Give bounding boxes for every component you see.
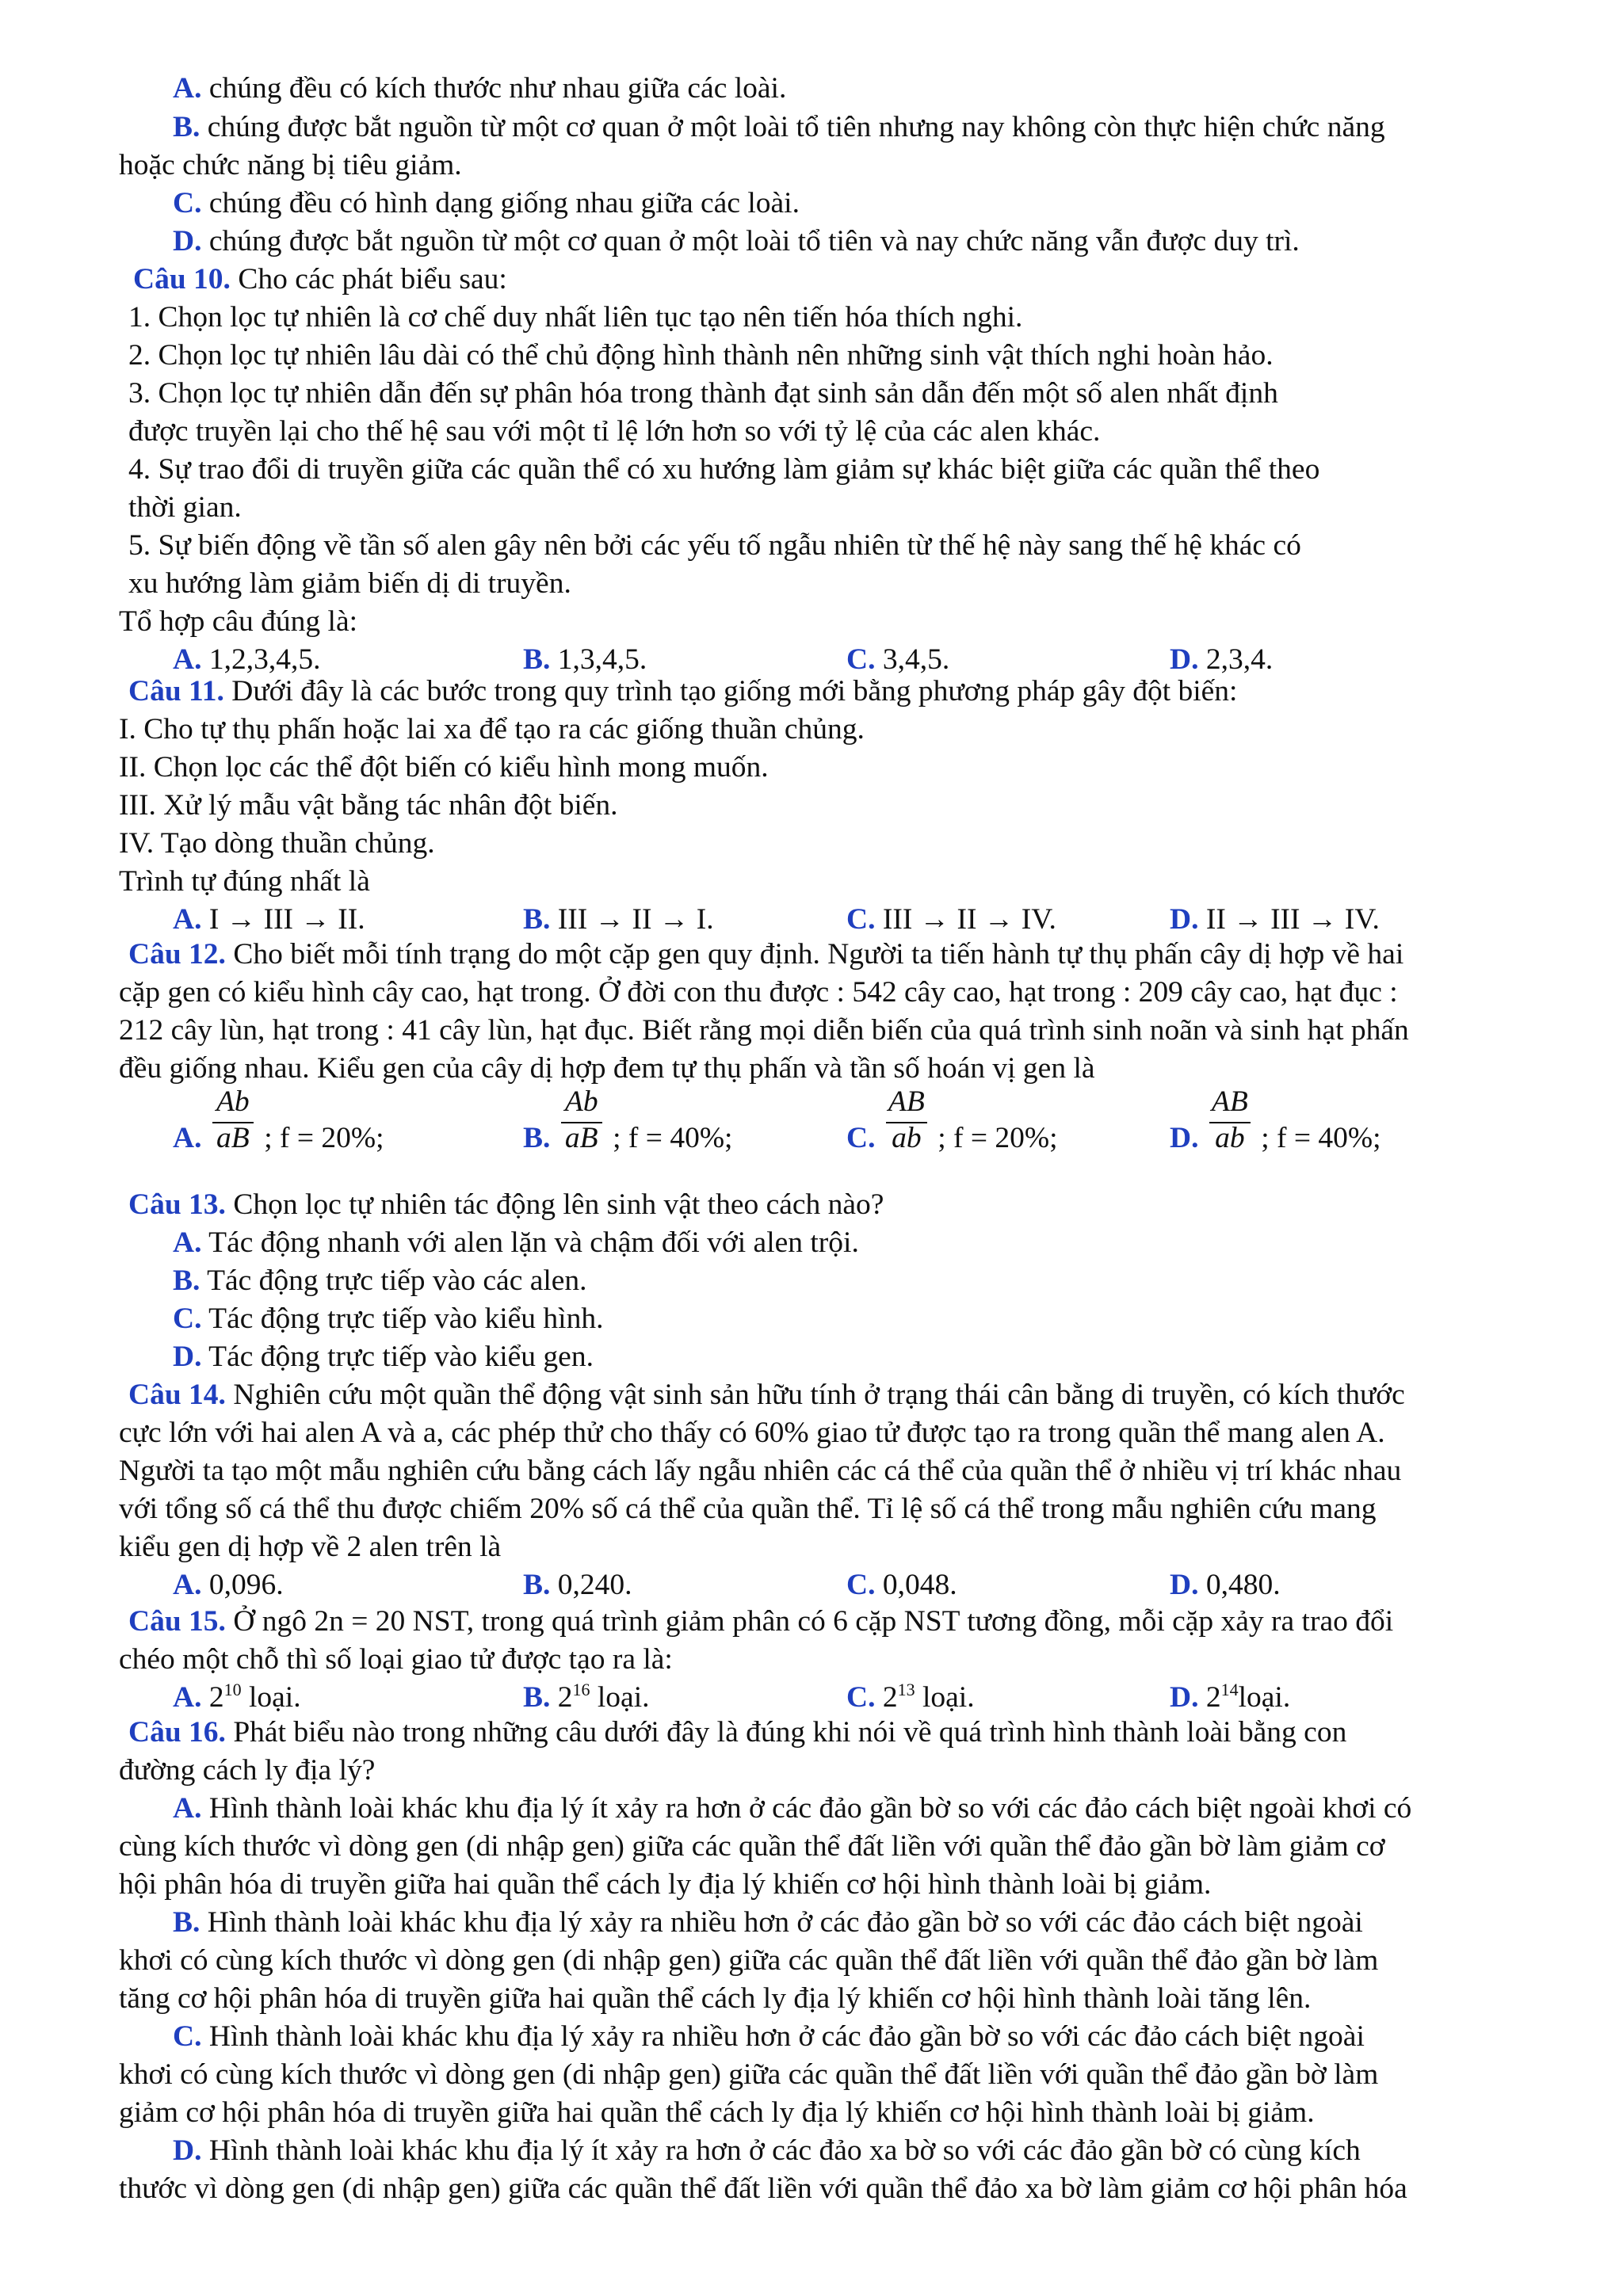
q11-step: I. Cho tự thụ phấn hoặc lai xa để tạo ra các giống thuần chủng.: [119, 713, 865, 746]
q16-option-a-cont: hội phân hóa di truyền giữa hai quần thể cách ly địa lý khiến cơ hội hình thành loài bị giảm.: [119, 1868, 1212, 1901]
q16-option-c: C. Hình thành loài khác khu địa lý xảy ra nhiều hơn ở các đảo gần bờ so với các đảo cách biệt ngoài: [173, 2020, 1365, 2053]
q16-option-b: B. Hình thành loài khác khu địa lý xảy ra nhiều hơn ở các đảo gần bờ so với các đảo cách biệt ngoài: [173, 1906, 1363, 1939]
q10-statement: 1. Chọn lọc tự nhiên là cơ chế duy nhất liên tục tạo nên tiến hóa thích nghi.: [128, 301, 1023, 334]
q10-statement: xu hướng làm giảm biến dị di truyền.: [128, 567, 571, 600]
q13-option-d: D. Tác động trực tiếp vào kiểu gen.: [173, 1341, 594, 1373]
q12-option-a: A. $\frac{Ab}{aB}$ ; f = 20%;: [173, 1084, 384, 1157]
q16-option-c-cont: giảm cơ hội phân hóa di truyền giữa hai quần thể cách ly địa lý khiến cơ hội hình thành loài bị giảm.: [119, 2096, 1315, 2129]
q13-option-b: B. Tác động trực tiếp vào các alen.: [173, 1264, 587, 1297]
q10-statement: 4. Sự trao đổi di truyền giữa các quần thể có xu hướng làm giảm sự khác biệt giữa các quần thể theo: [128, 453, 1320, 486]
q10-stem: Câu 10. Cho các phát biểu sau:: [133, 263, 507, 296]
q11-option-c: C. III → II → IV.: [846, 903, 1056, 936]
q15-option-d: D. $2^{14}loại$.: [1170, 1680, 1291, 1714]
q12-option-d: D. $\frac{AB}{ab}$ ; f = 40%;: [1170, 1084, 1381, 1157]
q14-option-d: D. 0,480.: [1170, 1569, 1281, 1601]
q9-option-d: D. chúng được bắt nguồn từ một cơ quan ở một loài tổ tiên và nay chức năng vẫn được duy trì.: [173, 225, 1300, 257]
q11-stem: Câu 11. Dưới đây là các bước trong quy trình tạo giống mới bằng phương pháp gây đột biến:: [128, 675, 1238, 707]
question-number: Câu 13.: [128, 1188, 226, 1221]
question-number: Câu 15.: [128, 1605, 226, 1638]
q15-option-c: C. $2^{13}$ loại.: [846, 1680, 975, 1714]
q14-stem: Câu 14. Nghiên cứu một quần thể động vật sinh sản hữu tính ở trạng thái cân bằng di truyền, có kích thước: [128, 1379, 1405, 1411]
q16-option-c-cont: khơi có cùng kích thước vì dòng gen (di nhập gen) giữa các quần thể đất liền với quần thể đảo gần bờ làm: [119, 2058, 1379, 2091]
q15-option-a: A. $2^{10}$ loại.: [173, 1680, 301, 1714]
genotype-fraction: $\frac{AB}{ab}$: [1206, 1084, 1254, 1157]
q10-statement: 3. Chọn lọc tự nhiên dẫn đến sự phân hóa trong thành đạt sinh sản dẫn đến một số alen nhất định: [128, 377, 1278, 410]
q11-option-b: B. III → II → I.: [523, 903, 714, 936]
q10-statement: thời gian.: [128, 491, 242, 524]
q12-stem-line: cặp gen có kiểu hình cây cao, hạt trong. Ở đời con thu được : 542 cây cao, hạt trong : 209 cây cao, hạt đục :: [119, 976, 1398, 1009]
q10-statement: được truyền lại cho thế hệ sau với một tỉ lệ lớn hơn so với tỷ lệ của các alen khác.: [128, 415, 1101, 448]
question-number: Câu 12.: [128, 938, 226, 971]
q13-option-a: A. Tác động nhanh với alen lặn và chậm đối với alen trội.: [173, 1226, 859, 1259]
q15-option-b: B. $2^{16}$ loại.: [523, 1680, 650, 1714]
q16-stem-line: đường cách ly địa lý?: [119, 1754, 376, 1787]
q9-option-b: B. chúng được bắt nguồn từ một cơ quan ở một loài tổ tiên nhưng nay không còn thực hiện chức năng: [173, 111, 1385, 143]
genotype-fraction: $\frac{Ab}{aB}$: [558, 1084, 605, 1157]
q13-stem: Câu 13. Chọn lọc tự nhiên tác động lên sinh vật theo cách nào?: [128, 1188, 884, 1221]
q12-option-c: C. $\frac{AB}{ab}$ ; f = 20%;: [846, 1084, 1058, 1157]
q10-option-b: B. 1,3,4,5.: [523, 643, 647, 676]
question-number: Câu 14.: [128, 1379, 226, 1411]
q9-option-c: C. chúng đều có hình dạng giống nhau giữa các loài.: [173, 187, 800, 219]
genotype-fraction: $\frac{Ab}{aB}$: [209, 1084, 257, 1157]
q10-option-d: D. 2,3,4.: [1170, 643, 1274, 676]
q12-stem: Câu 12. Cho biết mỗi tính trạng do một cặp gen quy định. Người ta tiến hành tự thụ phấn cây dị hợp về hai: [128, 938, 1404, 971]
q14-stem-line: cực lớn với hai alen A và a, các phép thử cho thấy có 60% giao tử được tạo ra trong quần thể mang alen A.: [119, 1417, 1385, 1449]
q11-prompt: Trình tự đúng nhất là: [119, 865, 370, 898]
question-number: Câu 11.: [128, 675, 224, 707]
q11-step: II. Chọn lọc các thể đột biến có kiểu hình mong muốn.: [119, 751, 769, 784]
q9-option-a: A. chúng đều có kích thước như nhau giữa các loài.: [173, 72, 787, 105]
q14-stem-line: kiểu gen dị hợp về 2 alen trên là: [119, 1531, 502, 1563]
q12-stem-line: 212 cây lùn, hạt trong : 41 cây lùn, hạt đục. Biết rằng mọi diễn biến của quá trình sinh noãn và sinh hạt phấn: [119, 1014, 1409, 1047]
q10-option-a: A. 1,2,3,4,5.: [173, 643, 321, 676]
q16-option-d: D. Hình thành loài khác khu địa lý ít xảy ra hơn ở các đảo xa bờ so với các đảo gần bờ có cùng kích: [173, 2134, 1361, 2167]
q10-statement: 2. Chọn lọc tự nhiên lâu dài có thể chủ động hình thành nên những sinh vật thích nghi hoàn hảo.: [128, 339, 1274, 372]
q10-option-c: C. 3,4,5.: [846, 643, 950, 676]
q16-stem: Câu 16. Phát biểu nào trong những câu dưới đây là đúng khi nói về quá trình hình thành loài bằng con: [128, 1716, 1347, 1749]
q16-option-b-cont: tăng cơ hội phân hóa di truyền giữa hai quần thể cách ly địa lý khiến cơ hội hình thành loài tăng lên.: [119, 1982, 1312, 2015]
q16-option-b-cont: khơi có cùng kích thước vì dòng gen (di nhập gen) giữa các quần thể đất liền với quần thể đảo gần bờ làm: [119, 1944, 1379, 1977]
q14-stem-line: Người ta tạo một mẫu nghiên cứu bằng cách lấy ngẫu nhiên các cá thể của quần thể ở nhiều vị trí khác nhau: [119, 1455, 1402, 1487]
q11-option-d: D. II → III → IV.: [1170, 903, 1380, 936]
q16-option-a-cont: cùng kích thước vì dòng gen (di nhập gen) giữa các quần thể đất liền với quần thể đảo gần bờ làm giảm cơ: [119, 1830, 1385, 1863]
question-number: Câu 16.: [128, 1716, 226, 1749]
q15-stem: Câu 15. Ở ngô 2n = 20 NST, trong quá trình giảm phân có 6 cặp NST tương đồng, mỗi cặp xảy ra trao đổi: [128, 1605, 1394, 1638]
q14-stem-line: với tổng số cá thể thu được chiếm 20% số cá thể của quần thể. Tỉ lệ số cá thể trong mẫu nghiên cứu mang: [119, 1493, 1377, 1525]
q13-option-c: C. Tác động trực tiếp vào kiểu hình.: [173, 1302, 604, 1335]
genotype-fraction: $\frac{AB}{ab}$: [883, 1084, 930, 1157]
q10-prompt: Tổ hợp câu đúng là:: [119, 605, 358, 638]
q16-option-a: A. Hình thành loài khác khu địa lý ít xảy ra hơn ở các đảo gần bờ so với các đảo cách biệt ngoài khơi có: [173, 1792, 1412, 1825]
question-number: Câu 10.: [133, 263, 231, 296]
q14-option-c: C. 0,048.: [846, 1569, 957, 1601]
q10-statement: 5. Sự biến động về tần số alen gây nên bởi các yếu tố ngẫu nhiên từ thế hệ này sang thế hệ khác có: [128, 529, 1301, 562]
q12-option-b: B. $\frac{Ab}{aB}$ ; f = 40%;: [523, 1084, 732, 1157]
q12-stem-line: đều giống nhau. Kiểu gen của cây dị hợp đem tự thụ phấn và tần số hoán vị gen là: [119, 1052, 1095, 1085]
q16-option-d-cont: thước vì dòng gen (di nhập gen) giữa các quần thể đất liền với quần thể đảo xa bờ làm giảm cơ hội phân hóa: [119, 2172, 1407, 2205]
q14-option-b: B. 0,240.: [523, 1569, 632, 1601]
q11-step: III. Xử lý mẫu vật bằng tác nhân đột biến.: [119, 789, 618, 822]
q11-option-a: A. I → III → II.: [173, 903, 365, 936]
q15-stem-line: chéo một chỗ thì số loại giao tử được tạo ra là:: [119, 1643, 673, 1676]
q14-option-a: A. 0,096.: [173, 1569, 284, 1601]
q9-option-b-cont: hoặc chức năng bị tiêu giảm.: [119, 149, 462, 181]
q11-step: IV. Tạo dòng thuần chủng.: [119, 827, 435, 860]
